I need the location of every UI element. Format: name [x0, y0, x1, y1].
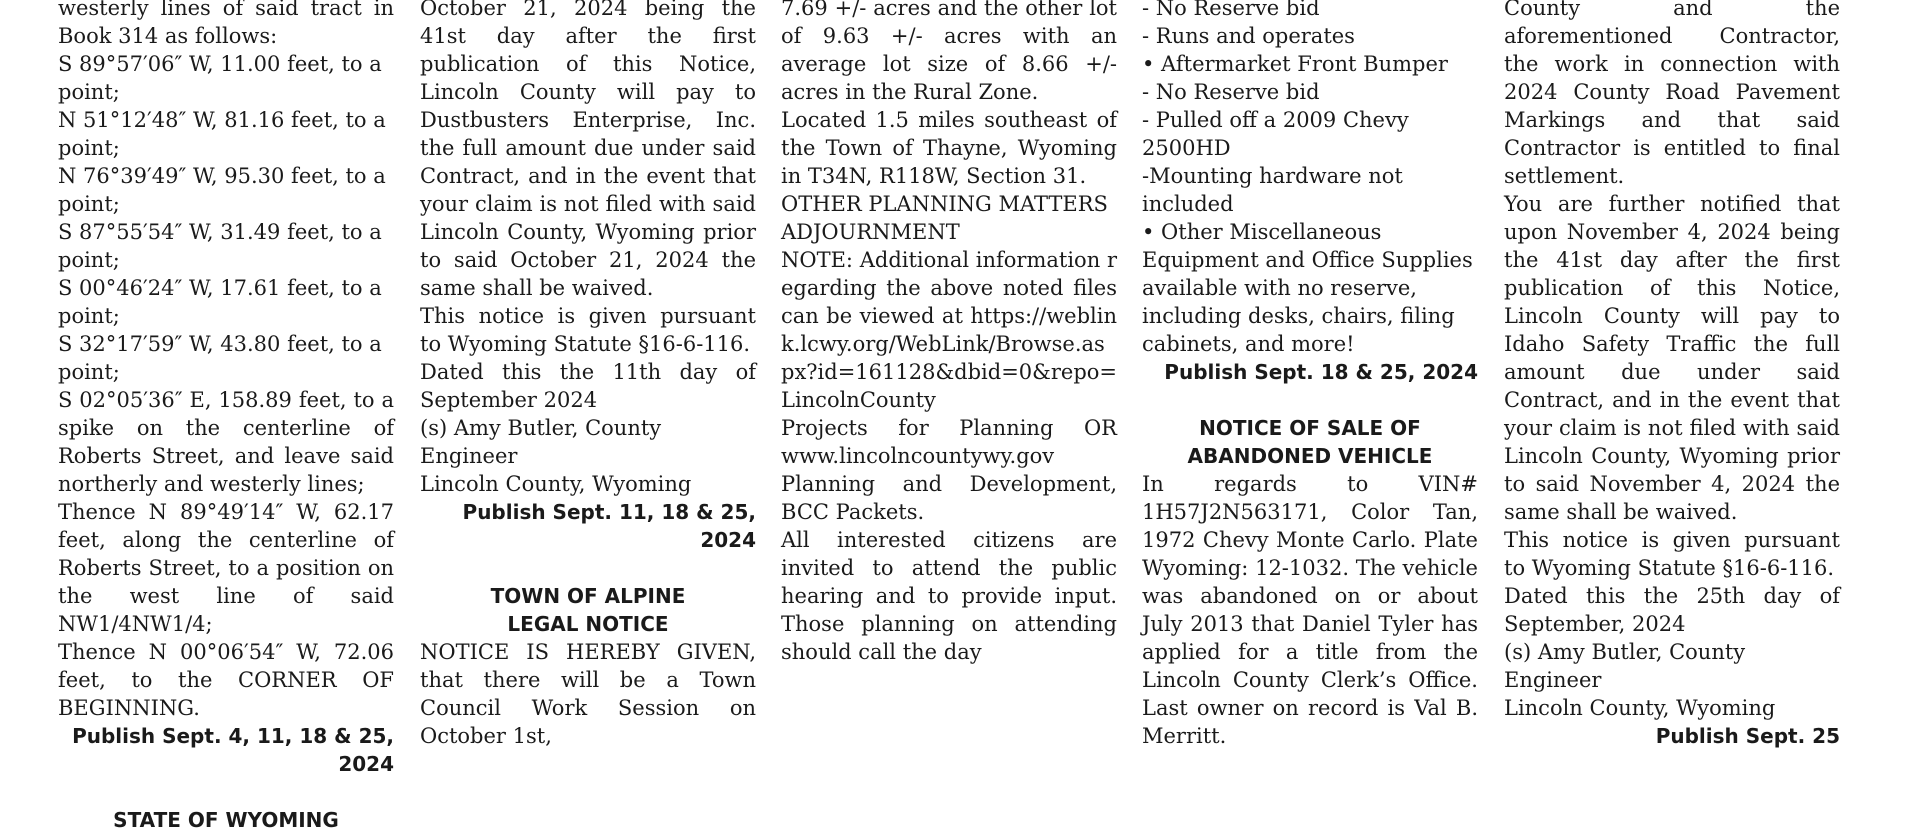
- legal-text: You are further notified that upon November 4, 2024 being the 41st day after the first publication of this Notice, Lincoln County will pay to Idaho Safety Traffic the full amount due under said Contract, and in the event that your claim is not filed with said Lincoln County, Wyoming prior to said November 4, 2024 the same shall be waived.: [1504, 192, 1840, 524]
- legal-text: This notice is given pursuant to Wyoming Statute §16-6-116.: [420, 304, 756, 356]
- legal-text: S 87°55′54″ W, 31.49 feet, to a point;: [58, 220, 382, 272]
- legal-text: Thence N 00°06′54″ W, 72.06 feet, to the CORNER OF BEGINNING.: [58, 640, 394, 720]
- legal-text: N 76°39′49″ W, 95.30 feet, to a point;: [58, 164, 386, 216]
- legal-text: N 51°12′48″ W, 81.16 feet, to a point;: [58, 108, 386, 160]
- legal-text: 7.69 +/- acres and the other lot of 9.63 +/- acres with an average lot size of 8.66 +/- acres in the Rural Zone.: [781, 0, 1117, 104]
- signature-line: (s) Amy Butler, County Engineer: [1504, 640, 1746, 692]
- publish-dates: Publish Sept. 4, 11, 18 & 25, 2024: [72, 724, 394, 776]
- legal-text: Dated this the 25th day of September, 2024: [1504, 584, 1840, 636]
- list-item: • Aftermarket Front Bumper: [1142, 52, 1448, 76]
- notice-subheading: LEGAL NOTICE: [507, 612, 669, 636]
- legal-text: In regards to VIN# 1H57J2N563171, Color Tan, 1972 Chevy Monte Carlo. Plate Wyoming: 12-1032. The vehicle was abandoned on or about July 2013 that Daniel Tyler has applied for a title from the Lincoln County Clerk’s Office. Last owner on record is Val B. Merritt.: [1142, 472, 1478, 748]
- legal-text: Located 1.5 miles southeast of the Town of Thayne, Wyoming in T34N, R118W, Section 31.: [781, 108, 1117, 188]
- legal-text: Projects for Planning OR www.lincolncountywy.gov Planning and Development, BCC Packets.: [781, 416, 1117, 524]
- legal-text: Thence N 89°49′14″ W, 62.17 feet, along the centerline of Roberts Street, to a position on the west line of said NW1/4NW1/4;: [58, 500, 394, 636]
- legal-text: NOTICE IS HEREBY GIVEN, that there will be a Town Council Work Session on October 1st,: [420, 640, 756, 748]
- legal-text: S 89°57′06″ W, 11.00 feet, to a point;: [58, 52, 382, 104]
- list-item: - No Reserve bid: [1142, 0, 1320, 20]
- column-1: [58, 0, 394, 834]
- publish-dates: Publish Sept. 11, 18 & 25, 2024: [462, 500, 756, 552]
- column-4: [1142, 0, 1478, 750]
- legal-text: NOTE: Additional information regarding the above noted files can be viewed at https://weblink.lcwy.org/WebLink/Browse.aspx?id=161128&dbid=0&repo=LincolnCounty: [781, 248, 1117, 412]
- column-3: [781, 0, 1117, 666]
- list-item: - Runs and operates: [1142, 24, 1355, 48]
- list-item: - No Reserve bid: [1142, 80, 1320, 104]
- list-item: • Other Miscellaneous Equipment and Office Supplies available with no reserve, including desks, chairs, filing cabinets, and more!: [1142, 220, 1473, 356]
- legal-text: All interested citizens are invited to attend the public hearing and to provide input. Those planning on attending should call the day: [781, 528, 1117, 664]
- list-item: - Pulled off a 2009 Chevy 2500HD: [1142, 108, 1409, 160]
- signature-line: Lincoln County, Wyoming: [1504, 696, 1776, 720]
- list-item: -Mounting hardware not included: [1142, 164, 1403, 216]
- legal-text: Dated this the 11th day of September 2024: [420, 360, 756, 412]
- publish-dates: Publish Sept. 18 & 25, 2024: [1164, 360, 1478, 384]
- agenda-item: OTHER PLANNING MATTERS: [781, 192, 1108, 216]
- publish-dates: Publish Sept. 25: [1655, 724, 1840, 748]
- agenda-item: ADJOURNMENT: [781, 220, 960, 244]
- notice-heading: STATE OF WYOMING: [113, 808, 339, 832]
- notice-subheading: ABANDONED VEHICLE: [1187, 444, 1433, 468]
- legal-text: S 00°46′24″ W, 17.61 feet, to a point;: [58, 276, 382, 328]
- notice-heading: NOTICE OF SALE OF: [1199, 416, 1421, 440]
- notice-heading: TOWN OF ALPINE: [490, 584, 686, 608]
- legal-text: westerly lines of said tract in Book 314 as follows:: [58, 0, 394, 48]
- legal-text: October 21, 2024 being the 41st day after the first publication of this Notice, Lincoln County will pay to Dustbusters Enterprise, Inc. the full amount due under said Contract, and in the event that your claim is not filed with said Lincoln County, Wyoming prior to said October 21, 2024 the same shall be waived.: [420, 0, 756, 300]
- column-5: [1504, 0, 1840, 750]
- legal-text: County and the aforementioned Contractor, the work in connection with 2024 County Road Pavement Markings and that said Contractor is entitled to final settlement.: [1504, 0, 1840, 188]
- legal-text: S 02°05′36″ E, 158.89 feet, to a spike on the centerline of Roberts Street, and leave said northerly and westerly lines;: [58, 388, 394, 496]
- signature-line: (s) Amy Butler, County Engineer: [420, 416, 662, 468]
- legal-text: S 32°17′59″ W, 43.80 feet, to a point;: [58, 332, 382, 384]
- column-2: [420, 0, 756, 750]
- legal-text: This notice is given pursuant to Wyoming Statute §16-6-116.: [1504, 528, 1840, 580]
- signature-line: Lincoln County, Wyoming: [420, 472, 692, 496]
